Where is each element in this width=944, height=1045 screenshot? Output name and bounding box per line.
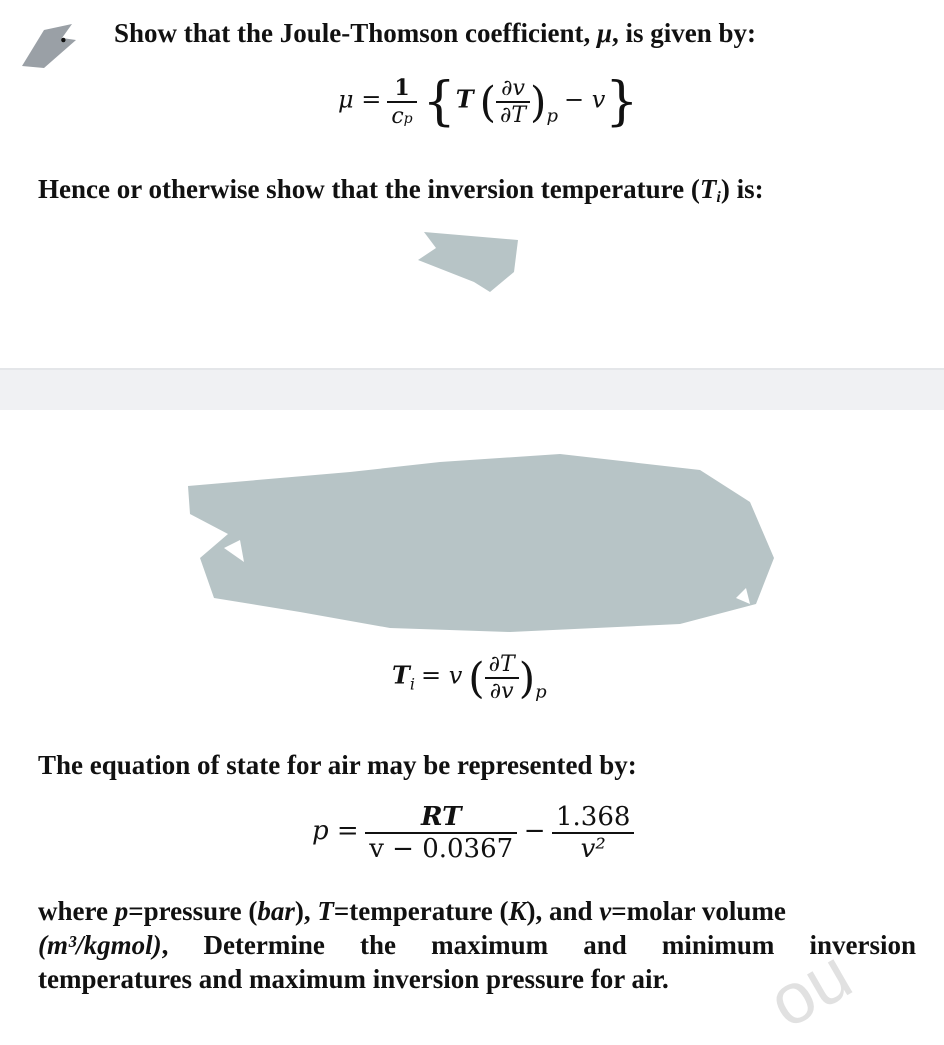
scribble-redaction — [14, 18, 84, 73]
hence-line: Hence or otherwise show that the inversion temperature (Ti) is: — [38, 174, 764, 206]
joule-thomson-equation: μ = $\frac{1}{cp}$ {T ( $\frac{\partial v}{\partial T}$ )$_p - v$} — [338, 72, 639, 132]
state-intro: The equation of state for air may be represented by: — [38, 750, 637, 780]
where-line-1: where p=pressure (bar), T=temperature (K), and v=molar volume — [38, 896, 786, 926]
page-divider — [0, 368, 944, 410]
where-line-3: temperatures and maximum inversion pressure for air. — [38, 964, 669, 994]
inversion-temperature-equation: $T_i = v$ ( $\frac{\partial T}{\partial v}$ )$_p$ — [392, 652, 547, 704]
where-line-2: (m³/kgmol), Determine the maximum and minimum inversion — [38, 930, 916, 960]
small-redaction — [414, 226, 526, 296]
question-marker: . — [60, 18, 67, 48]
large-redaction — [180, 448, 780, 638]
equation-of-state: p = $\frac{RT}{v - 0.0367}$ − $\frac{1.368}{\text{v²}}$ — [312, 802, 634, 864]
watermark: ou — [755, 934, 865, 1044]
question1-intro: Show that the Joule-Thomson coefficient, μ, is given by: — [114, 18, 757, 48]
